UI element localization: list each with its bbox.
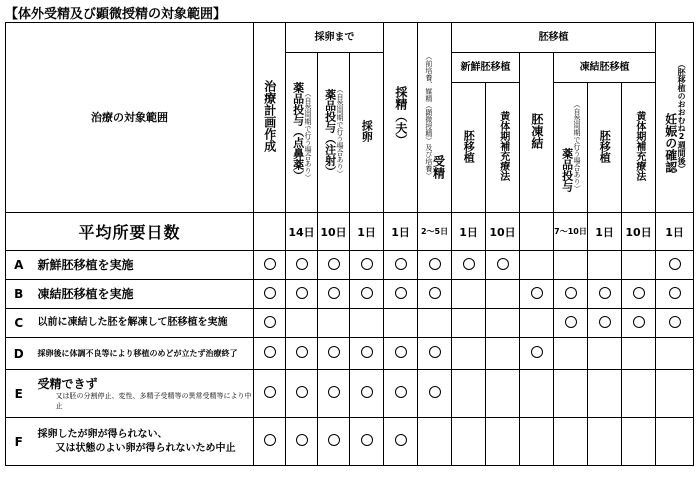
fresh-transfer-header: 胚移植 bbox=[452, 83, 486, 213]
circle-mark-icon bbox=[463, 258, 475, 270]
row-desc: 新鮮胚移植を実施 bbox=[32, 251, 254, 280]
mark-cell bbox=[588, 280, 622, 309]
circle-mark-icon bbox=[395, 386, 407, 398]
mark-cell bbox=[588, 338, 622, 370]
mark-cell bbox=[286, 370, 318, 418]
table-row bbox=[6, 309, 694, 338]
mark-cell bbox=[486, 251, 520, 280]
scope-label-cell bbox=[6, 23, 254, 213]
avg-day-cell: 10日 bbox=[622, 213, 656, 251]
circle-mark-icon bbox=[328, 287, 340, 299]
mark-cell bbox=[554, 370, 588, 418]
mark-cell bbox=[588, 370, 622, 418]
fert-header: （前培養、媒精（顕微授精）及び培養）受精 bbox=[418, 23, 452, 213]
mark-cell bbox=[452, 370, 486, 418]
circle-mark-icon bbox=[264, 434, 276, 446]
mark-cell bbox=[318, 338, 350, 370]
mark-cell bbox=[588, 418, 622, 466]
mark-cell bbox=[418, 251, 452, 280]
sperm-header: 採精（夫） bbox=[384, 23, 418, 213]
mark-cell bbox=[254, 370, 286, 418]
mark-cell bbox=[318, 280, 350, 309]
mark-cell bbox=[384, 280, 418, 309]
mark-cell bbox=[622, 418, 656, 466]
row-desc: 採卵後に体調不良等により移植のめどが立たず治療終了 bbox=[32, 338, 254, 370]
mark-cell bbox=[350, 370, 384, 418]
mark-cell bbox=[418, 280, 452, 309]
circle-mark-icon bbox=[429, 386, 441, 398]
drug-inj-header: 薬品投与（注射）（自然周期で行う場合あり） bbox=[318, 53, 350, 213]
row-label: F bbox=[6, 418, 32, 466]
circle-mark-icon bbox=[264, 316, 276, 328]
plan-header bbox=[254, 23, 286, 213]
avg-day-cell: 1日 bbox=[656, 213, 694, 251]
circle-mark-icon bbox=[296, 386, 308, 398]
circle-mark-icon bbox=[328, 386, 340, 398]
row-desc: 凍結胚移植を実施 bbox=[32, 280, 254, 309]
mark-cell bbox=[486, 309, 520, 338]
mark-cell bbox=[384, 251, 418, 280]
mark-cell bbox=[656, 338, 694, 370]
scope-table bbox=[5, 22, 694, 466]
saiin-made-header: 採卵まで bbox=[286, 23, 384, 53]
avg-day-cell bbox=[254, 213, 286, 251]
mark-cell bbox=[384, 418, 418, 466]
avg-day-cell: 7〜10日 bbox=[554, 213, 588, 251]
circle-mark-icon bbox=[296, 346, 308, 358]
circle-mark-icon bbox=[669, 287, 681, 299]
mark-cell bbox=[622, 309, 656, 338]
circle-mark-icon bbox=[565, 316, 577, 328]
table-row bbox=[6, 251, 694, 280]
row-label: A bbox=[6, 251, 32, 280]
circle-mark-icon bbox=[264, 346, 276, 358]
mark-cell bbox=[350, 309, 384, 338]
mark-cell bbox=[554, 251, 588, 280]
mark-cell bbox=[486, 418, 520, 466]
table-row bbox=[6, 370, 694, 418]
circle-mark-icon bbox=[599, 287, 611, 299]
frozen-luteal-header: 黄体期補充療法 bbox=[622, 83, 656, 213]
circle-mark-icon bbox=[429, 346, 441, 358]
avg-day-cell: 1日 bbox=[384, 213, 418, 251]
fresh-header: 新鮮胚移植 bbox=[452, 53, 520, 83]
mark-cell bbox=[286, 251, 318, 280]
avg-day-cell: 10日 bbox=[486, 213, 520, 251]
circle-mark-icon bbox=[497, 258, 509, 270]
mark-cell bbox=[318, 309, 350, 338]
circle-mark-icon bbox=[328, 258, 340, 270]
mark-cell bbox=[286, 280, 318, 309]
circle-mark-icon bbox=[264, 386, 276, 398]
circle-mark-icon bbox=[531, 287, 543, 299]
table-row bbox=[6, 418, 694, 466]
circle-mark-icon bbox=[264, 258, 276, 270]
table-row bbox=[6, 280, 694, 309]
mark-cell bbox=[384, 309, 418, 338]
mark-cell bbox=[520, 418, 554, 466]
mark-cell bbox=[318, 370, 350, 418]
mark-cell bbox=[452, 309, 486, 338]
circle-mark-icon bbox=[633, 287, 645, 299]
mark-cell bbox=[554, 309, 588, 338]
saiin-header: 採卵 bbox=[350, 53, 384, 213]
mark-cell bbox=[254, 251, 286, 280]
row-label: B bbox=[6, 280, 32, 309]
frozen-transfer-header: 胚移植 bbox=[588, 83, 622, 213]
mark-cell bbox=[554, 418, 588, 466]
mark-cell bbox=[286, 418, 318, 466]
mark-cell bbox=[254, 280, 286, 309]
mark-cell bbox=[622, 280, 656, 309]
table-row bbox=[6, 338, 694, 370]
mark-cell bbox=[418, 309, 452, 338]
mark-cell bbox=[656, 370, 694, 418]
circle-mark-icon bbox=[296, 258, 308, 270]
mark-cell bbox=[622, 251, 656, 280]
mark-cell bbox=[486, 338, 520, 370]
circle-mark-icon bbox=[429, 287, 441, 299]
avg-days-row bbox=[6, 213, 694, 251]
row-label: C bbox=[6, 309, 32, 338]
circle-mark-icon bbox=[395, 434, 407, 446]
mark-cell bbox=[384, 370, 418, 418]
row-desc: 以前に凍結した胚を解凍して胚移植を実施 bbox=[32, 309, 254, 338]
mark-cell bbox=[554, 338, 588, 370]
circle-mark-icon bbox=[328, 346, 340, 358]
avg-day-cell: 10日 bbox=[318, 213, 350, 251]
circle-mark-icon bbox=[531, 346, 543, 358]
plan-label: 治療計画作成 bbox=[262, 80, 277, 152]
circle-mark-icon bbox=[361, 287, 373, 299]
row-label: E bbox=[6, 370, 32, 418]
mark-cell bbox=[452, 251, 486, 280]
mark-cell bbox=[318, 418, 350, 466]
avg-day-cell: 2〜5日 bbox=[418, 213, 452, 251]
circle-mark-icon bbox=[361, 386, 373, 398]
mark-cell bbox=[254, 418, 286, 466]
mark-cell bbox=[286, 338, 318, 370]
circle-mark-icon bbox=[633, 316, 645, 328]
mark-cell bbox=[588, 251, 622, 280]
mark-cell bbox=[350, 280, 384, 309]
mark-cell bbox=[350, 418, 384, 466]
row-desc: 受精できず 又は胚の分割停止、変性、多精子受精等の異常受精等により中止 bbox=[32, 370, 254, 418]
avg-label-cell: 平均所要日数 bbox=[6, 213, 254, 251]
circle-mark-icon bbox=[361, 258, 373, 270]
embryo-header: 胚移植 bbox=[452, 23, 656, 53]
preg-header: 妊娠の確認（胚移植のおおむね2週間後） bbox=[656, 23, 694, 213]
mark-cell bbox=[286, 309, 318, 338]
mark-cell bbox=[350, 251, 384, 280]
mark-cell bbox=[318, 251, 350, 280]
mark-cell bbox=[486, 280, 520, 309]
avg-day-cell: 14日 bbox=[286, 213, 318, 251]
mark-cell bbox=[656, 280, 694, 309]
circle-mark-icon bbox=[429, 258, 441, 270]
mark-cell bbox=[622, 338, 656, 370]
mark-cell bbox=[656, 251, 694, 280]
mark-cell bbox=[452, 280, 486, 309]
circle-mark-icon bbox=[328, 434, 340, 446]
circle-mark-icon bbox=[395, 258, 407, 270]
circle-mark-icon bbox=[565, 287, 577, 299]
freeze-header: 胚凍結 bbox=[520, 53, 554, 213]
mark-cell bbox=[418, 338, 452, 370]
avg-day-cell: 1日 bbox=[350, 213, 384, 251]
mark-cell bbox=[452, 338, 486, 370]
frozen-header: 凍結胚移植 bbox=[554, 53, 656, 83]
mark-cell bbox=[520, 251, 554, 280]
mark-cell bbox=[418, 370, 452, 418]
frozen-drug-header: 薬品投与（自然周期で行う場合あり） bbox=[554, 83, 588, 213]
mark-cell bbox=[254, 338, 286, 370]
circle-mark-icon bbox=[296, 434, 308, 446]
circle-mark-icon bbox=[669, 258, 681, 270]
circle-mark-icon bbox=[361, 346, 373, 358]
mark-cell bbox=[656, 309, 694, 338]
mark-cell bbox=[554, 280, 588, 309]
circle-mark-icon bbox=[395, 287, 407, 299]
circle-mark-icon bbox=[669, 316, 681, 328]
circle-mark-icon bbox=[264, 287, 276, 299]
mark-cell bbox=[622, 370, 656, 418]
mark-cell bbox=[520, 338, 554, 370]
mark-cell bbox=[254, 309, 286, 338]
fresh-luteal-header: 黄体期補充療法 bbox=[486, 83, 520, 213]
circle-mark-icon bbox=[395, 346, 407, 358]
mark-cell bbox=[588, 309, 622, 338]
mark-cell bbox=[350, 338, 384, 370]
circle-mark-icon bbox=[599, 316, 611, 328]
mark-cell bbox=[520, 370, 554, 418]
avg-day-cell: 1日 bbox=[452, 213, 486, 251]
mark-cell bbox=[384, 338, 418, 370]
mark-cell bbox=[418, 418, 452, 466]
mark-cell bbox=[656, 418, 694, 466]
avg-day-cell bbox=[520, 213, 554, 251]
page-title: 【体外受精及び顕微授精の対象範囲】 bbox=[5, 7, 227, 22]
drug-nasal-header: 薬品投与（点鼻薬）（自然周期で行う場合あり） bbox=[286, 53, 318, 213]
mark-cell bbox=[486, 370, 520, 418]
circle-mark-icon bbox=[361, 434, 373, 446]
scope-label: 治療の対象範囲 bbox=[91, 110, 168, 124]
mark-cell bbox=[520, 280, 554, 309]
row-desc: 採卵したが卵が得られない、 又は状態のよい卵が得られないため中止 bbox=[32, 418, 254, 466]
mark-cell bbox=[520, 309, 554, 338]
avg-day-cell: 1日 bbox=[588, 213, 622, 251]
row-label: D bbox=[6, 338, 32, 370]
circle-mark-icon bbox=[296, 287, 308, 299]
mark-cell bbox=[452, 418, 486, 466]
